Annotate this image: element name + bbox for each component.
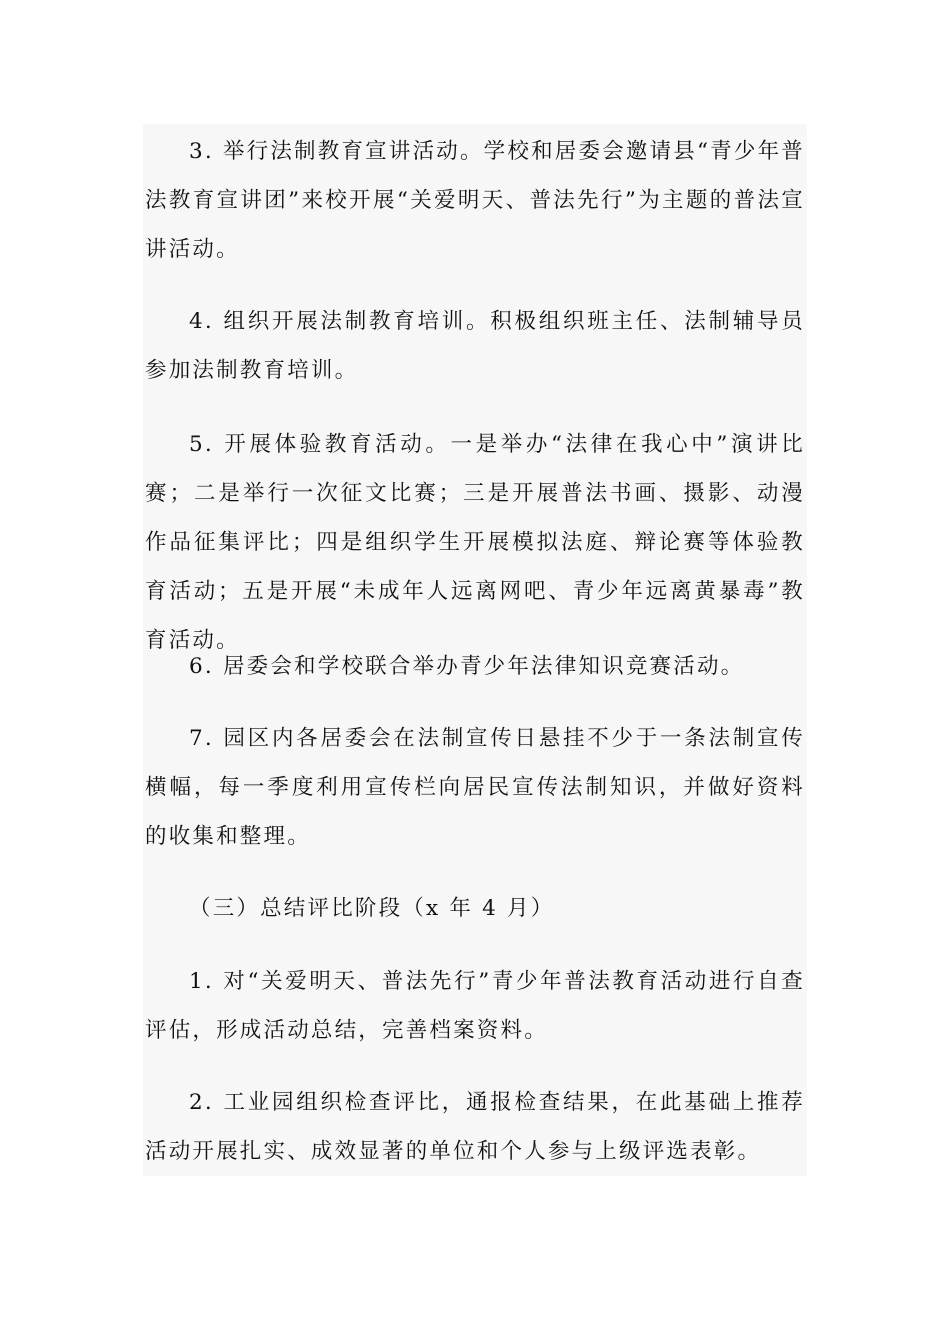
paragraph-summary-item-2: 2. 工业园组织检查评比，通报检查结果，在此基础上推荐活动开展扎实、成效显著的单位和个人参与上级评选表彰。	[145, 1090, 805, 1164]
paragraph-item-7-banners: 7. 园区内各居委会在法制宣传日悬挂不少于一条法制宣传横幅，每一季度利用宣传栏向居民宣传法制知识，并做好资料的收集和整理。	[145, 726, 805, 849]
paragraph-item-4-training: 4. 组织开展法制教育培训。积极组织班主任、法制辅导员参加法制教育培训。	[145, 309, 805, 383]
paragraph-summary-item-1: 1. 对“关爱明天、普法先行”青少年普法教育活动进行自查评估，形成活动总结，完善档案资料。	[145, 969, 805, 1043]
paragraph-item-5-experience: 5. 开展体验教育活动。一是举办“法律在我心中”演讲比赛；二是举行一次征文比赛；三是开展普法书画、摄影、动漫作品征集评比；四是组织学生开展模拟法庭、辩论赛等体验教育活动；五是开展“未成年人远离网吧、青少年远离黄暴毒”教育活动。	[145, 432, 805, 653]
paragraph-item-3-lecture: 3. 举行法制教育宣讲活动。学校和居委会邀请县“青少年普法教育宣讲团”来校开展“关爱明天、普法先行”为主题的普法宣讲活动。	[145, 139, 805, 262]
paragraph-item-6-contest: 6. 居委会和学校联合举办青少年法律知识竞赛活动。	[189, 654, 745, 679]
section-heading-summary-stage: （三）总结评比阶段（x 年 4 月）	[189, 896, 555, 921]
